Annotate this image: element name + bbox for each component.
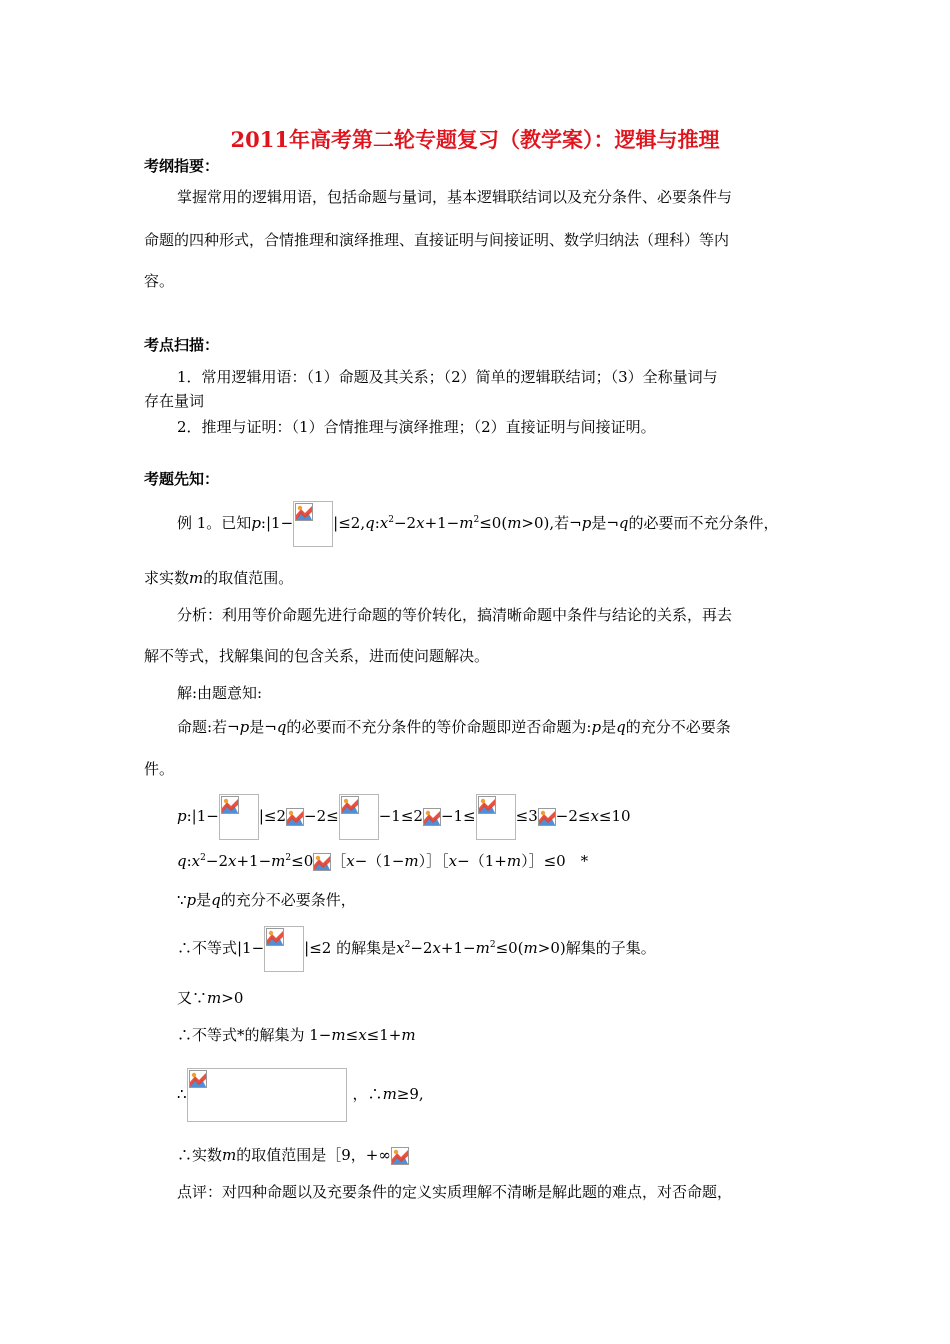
broken-image-icon — [266, 928, 284, 946]
outline-line-1: 掌握常用的逻辑用语，包括命题与量词，基本逻辑联结词以及充分条件、必要条件与 — [177, 188, 733, 206]
broken-image-icon — [341, 796, 359, 814]
therefore-line-3: ∴ ，∴m≥9, — [177, 1067, 424, 1122]
analysis-line-2: 解不等式，找解集间的包含关系，进而使问题解决。 — [144, 647, 490, 665]
because-line: ∵p是q的充分不必要条件， — [177, 891, 356, 909]
also-line: 又∵m>0 — [177, 989, 244, 1007]
broken-image-icon — [286, 808, 304, 826]
broken-image-icon — [538, 808, 556, 826]
broken-image-icon — [189, 1070, 207, 1088]
solution-label: 解:由题意知: — [177, 684, 263, 702]
broken-image-icon — [476, 794, 516, 840]
example-line-1: 例 1。已知p:|1− $|\le 2,q:x^2-2x+1-m^2\le 0(m>0)$,若¬p是¬q的必要而不充分条件， — [177, 500, 779, 547]
section-heading-scan: 考点扫描： — [144, 336, 220, 354]
proposition-line-1: 命题:若¬p是¬q的必要而不充分条件的等价命题即逆否命题为:p是q的充分不必要条 — [177, 718, 731, 736]
broken-image-icon — [264, 926, 304, 972]
broken-image-icon — [221, 796, 239, 814]
broken-image-icon — [391, 1147, 409, 1165]
proposition-line-2: 件。 — [144, 760, 175, 778]
broken-image-icon — [339, 794, 379, 840]
therefore-line-2: ∴不等式*的解集为 1−m≤x≤1+m — [177, 1026, 416, 1044]
broken-image-icon — [478, 796, 496, 814]
example-line-2: 求实数m的取值范围。 — [144, 569, 294, 587]
q-derivation-line: $q:x^2-2x+1-m^2\le 0$ ［x−（1−m）］［x−（1+m）］≤0 * — [177, 852, 589, 870]
scan-item-1a: 1．常用逻辑用语：（1）命题及其关系；（2）简单的逻辑联结词；（3）全称量词与 — [177, 368, 718, 386]
scan-item-2: 2．推理与证明：（1）合情推理与演绎推理；（2）直接证明与间接证明。 — [177, 418, 656, 436]
broken-image-icon — [187, 1068, 347, 1122]
broken-image-icon — [219, 794, 259, 840]
page-title: 2011年高考第二轮专题复习（教学案）：逻辑与推理 — [230, 127, 720, 152]
broken-image-icon — [295, 503, 313, 521]
scan-item-1b: 存在量词 — [144, 392, 205, 410]
broken-image-icon — [293, 501, 333, 547]
broken-image-icon — [313, 853, 331, 871]
outline-line-3: 容。 — [144, 272, 175, 290]
therefore-line-4: ∴实数m的取值范围是［9，+∞ — [177, 1145, 409, 1165]
therefore-line-1: ∴不等式|1− |≤2 的解集是$x^2-2x+1-m^2\le 0(m>0)$解集的子集。 — [177, 925, 656, 972]
section-heading-outline: 考纲指要： — [144, 157, 220, 175]
comment-line: 点评：对四种命题以及充要条件的定义实质理解不清晰是解此题的难点，对否命题， — [177, 1183, 733, 1201]
p-derivation-line: p:|1− |≤2 −2≤ −1≤2 −1≤ ≤3 −2≤x≤10 — [177, 793, 631, 840]
section-heading-example: 考题先知： — [144, 470, 220, 488]
broken-image-icon — [423, 808, 441, 826]
analysis-line-1: 分析：利用等价命题先进行命题的等价转化，搞清晰命题中条件与结论的关系，再去 — [177, 606, 733, 624]
outline-line-2: 命题的四种形式，合情推理和演绎推理、直接证明与间接证明、数学归纳法（理科）等内 — [144, 231, 730, 249]
